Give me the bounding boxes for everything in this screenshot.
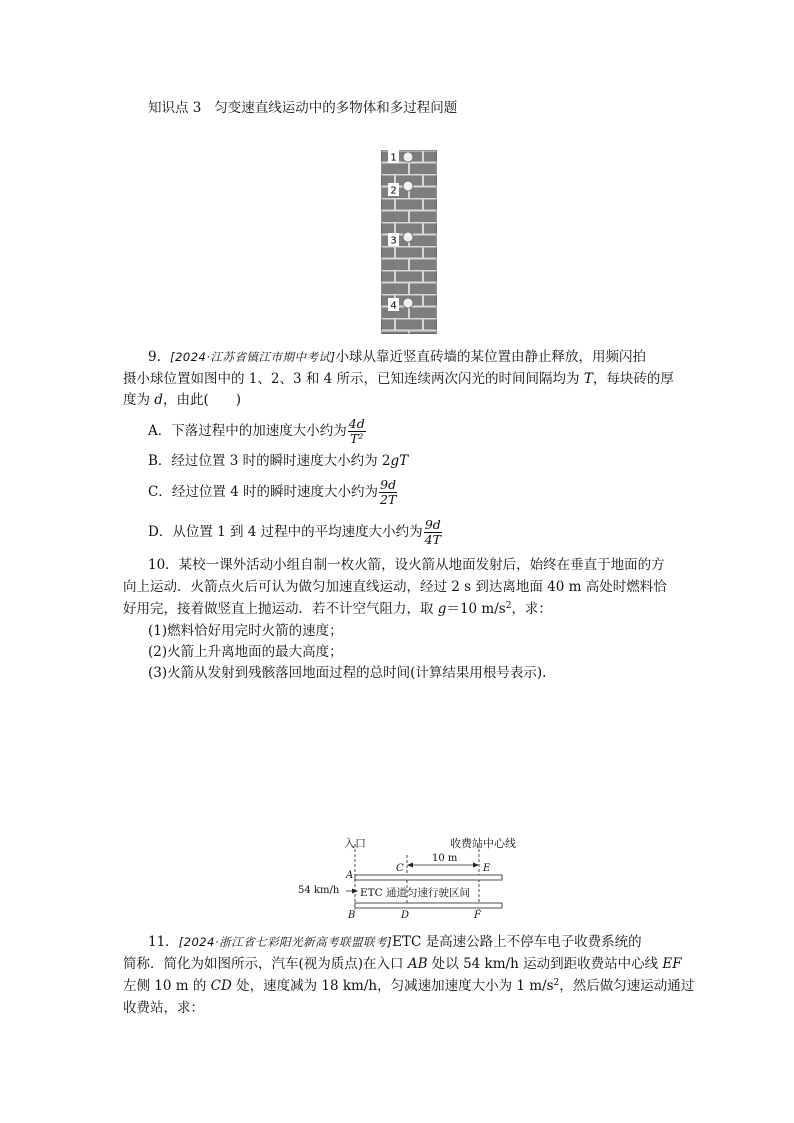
point-a: A xyxy=(346,870,354,881)
speed-label: 54 km/h xyxy=(298,885,340,896)
center-line-label: 收费站中心线 xyxy=(450,837,516,850)
point-b: B xyxy=(348,910,356,921)
ball-label-3: 3 xyxy=(390,235,397,247)
etc-figure xyxy=(290,830,520,925)
q9-option-b[interactable]: B．经过位置 3 时的瞬时速度大小约为 2gT xyxy=(148,453,409,469)
q11-line-4: 收费站，求： xyxy=(123,1000,204,1016)
distance-label: 10 m xyxy=(432,853,458,864)
lane-top-bar xyxy=(355,875,502,880)
q10-sub-1: (1)燃料恰好用完时火箭的速度； xyxy=(148,623,343,639)
q9-line-3: 度为 d，由此( ) xyxy=(123,392,241,408)
q9-number: 9． xyxy=(148,349,171,365)
brick-wall-figure xyxy=(381,150,437,334)
option-a-fraction: $\frac{4d}{\text{T²}}$ xyxy=(348,416,365,446)
q9-source: [2024·江苏省镇江市期中考试] xyxy=(170,350,336,364)
section-heading xyxy=(148,99,457,117)
q11-line-2: 简称．简化为如图所示，汽车(视为质点)在入口 AB 处以 54 km/h 运动到距收费站中心线 EF xyxy=(123,956,682,972)
ball-4 xyxy=(403,298,413,308)
point-d: D xyxy=(401,910,410,921)
ball-2 xyxy=(403,181,413,191)
ball-3 xyxy=(403,232,413,242)
point-f: F xyxy=(474,910,481,921)
entrance-label: 入口 xyxy=(344,837,366,850)
q10-sub-3: (3)火箭从发射到残骸落回地面过程的总时间(计算结果用根号表示). xyxy=(148,665,547,681)
q10-line-3: 好用完，接着做竖直上抛运动．若不计空气阻力，取 g＝10 $m/s^2$，求： xyxy=(123,601,552,617)
option-d-fraction: $\frac{9d}{4T}$ xyxy=(424,517,441,547)
lane-label: ETC 通道匀速行驶区间 xyxy=(360,887,471,899)
ball-label-1: 1 xyxy=(390,152,397,164)
q9-option-c[interactable]: C．经过位置 4 时的瞬时速度大小约为 $\frac{9d}{2T}$ xyxy=(148,477,397,507)
point-e: E xyxy=(483,863,491,874)
q11-number: 11． xyxy=(148,934,179,950)
q9-option-a[interactable]: A．下落过程中的加速度大小约为 $\frac{4d}{\text{T²}}$ xyxy=(148,416,365,446)
q10-sub-2: (2)火箭上升离地面的最大高度； xyxy=(148,644,343,660)
point-c: C xyxy=(396,863,404,874)
q9-line-2: 摄小球位置如图中的 1、2、3 和 4 所示，已知连续两次闪光的时间间隔均为 T，每块砖的厚 xyxy=(123,371,674,387)
q10-line-2: 向上运动．火箭点火后可认为做匀加速直线运动，经过 2 s 到达离地面 40 m 高处时燃料恰 xyxy=(123,579,667,595)
option-c-fraction: $\frac{9d}{2T}$ xyxy=(380,477,397,507)
ball-label-4: 4 xyxy=(390,300,397,312)
q10-line-1: 10．某校一课外活动小组自制一枚火箭，设火箭从地面发射后，始终在垂直于地面的方 xyxy=(148,557,665,573)
q9-line-1: 9．[2024·江苏省镇江市期中考试]小球从靠近竖直砖墙的某位置由静止释放，用频闪拍 xyxy=(148,349,646,365)
section-title: 匀变速直线运动中的多物体和多过程问题 xyxy=(214,100,458,116)
lane-bottom-bar xyxy=(355,903,502,908)
q11-line-1: 11．[2024·浙江省七彩阳光新高考联盟联考]ETC 是高速公路上不停车电子收费系统的 xyxy=(148,934,642,950)
q11-source: [2024·浙江省七彩阳光新高考联盟联考] xyxy=(178,935,393,949)
q9-option-d[interactable]: D．从位置 1 到 4 过程中的平均速度大小约为 $\frac{9d}{4T}$ xyxy=(148,517,441,547)
ball-label-2: 2 xyxy=(390,185,397,197)
ball-1 xyxy=(403,152,413,162)
section-label: 知识点 3 xyxy=(148,100,202,116)
q11-line-3: 左侧 10 m 的 CD 处，速度减为 18 km/h，匀减速加速度大小为 1 $m/s^2$，然后做匀速运动通过 xyxy=(123,978,695,994)
